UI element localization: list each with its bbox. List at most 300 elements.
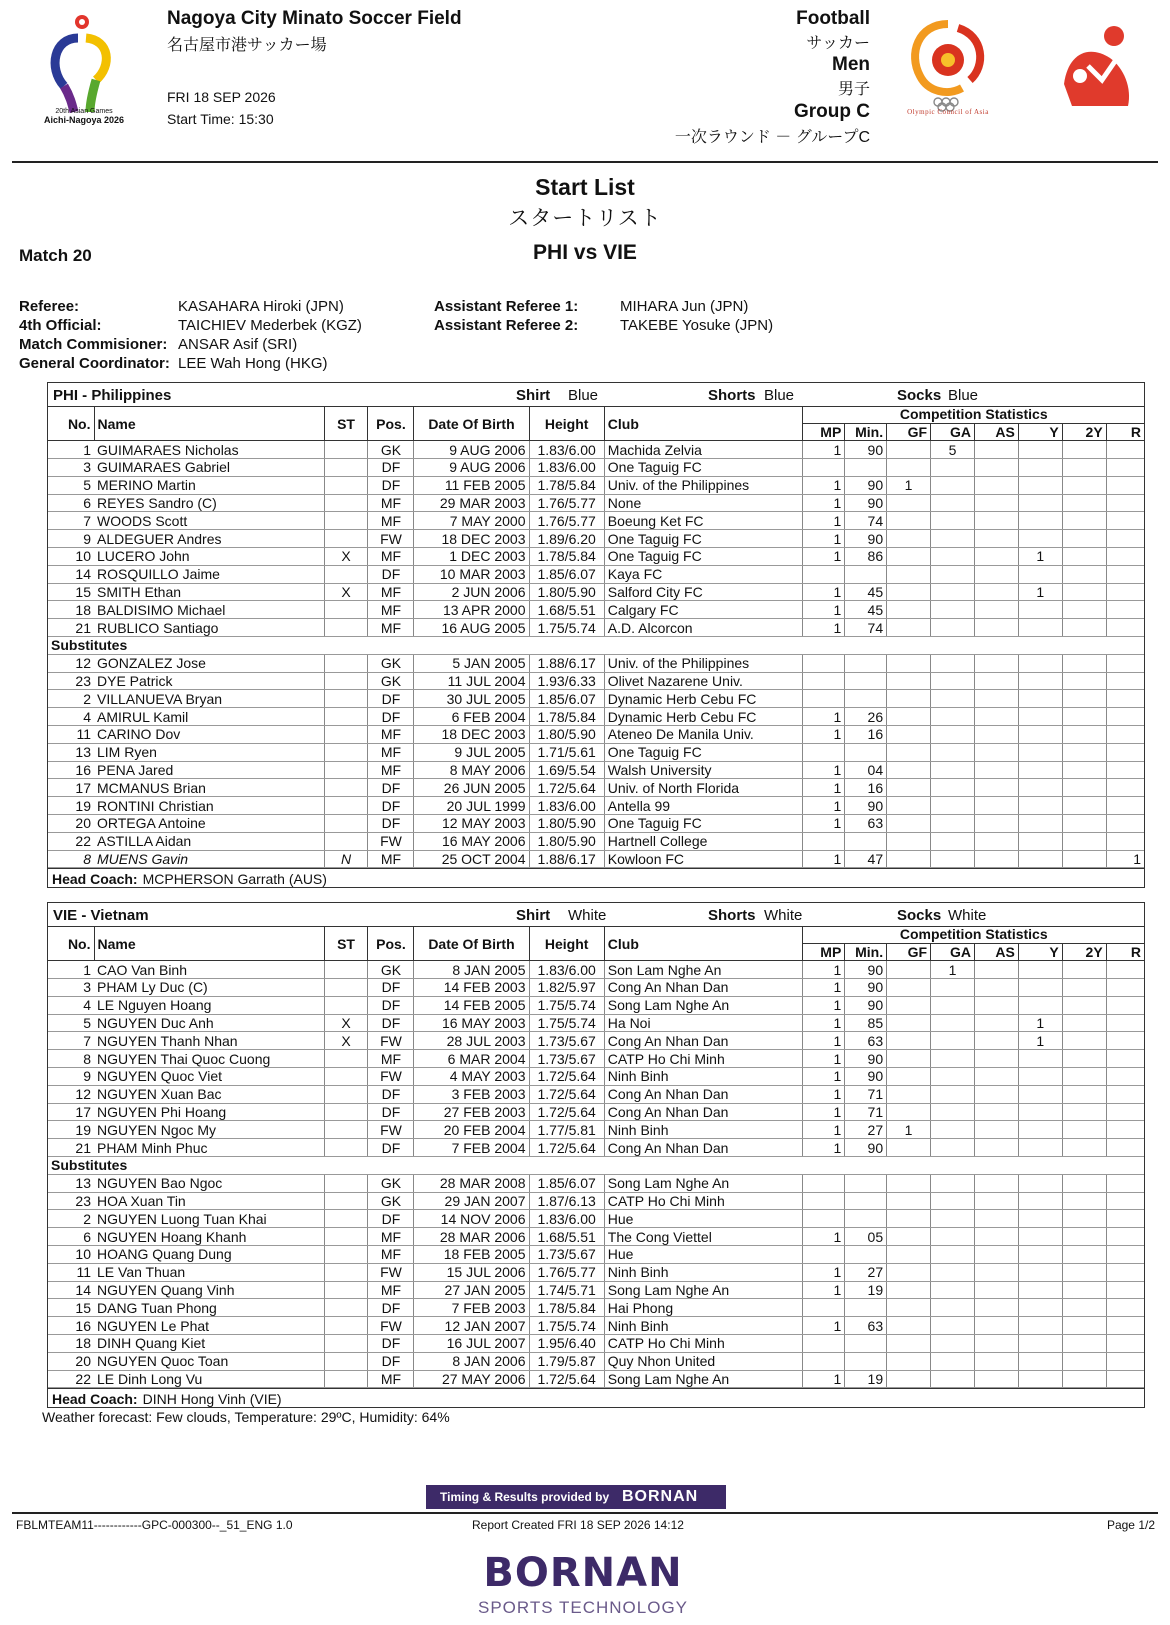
cell: MF (368, 1370, 414, 1388)
cell (931, 1032, 975, 1050)
cell: ROSQUILLO Jaime (94, 565, 324, 583)
cell: DYE Patrick (94, 672, 324, 690)
cell (1018, 850, 1062, 868)
cell: 1.76/5.77 (529, 494, 604, 512)
cell: 1.78/5.84 (529, 708, 604, 726)
cell: 6 FEB 2004 (414, 708, 529, 726)
cell (887, 1281, 931, 1299)
cell (324, 565, 368, 583)
cell: Song Lam Nghe An (604, 1281, 803, 1299)
cell: 1 (803, 1228, 845, 1246)
cell: 1 (1018, 1014, 1062, 1032)
player-row (48, 832, 1144, 850)
cell (931, 832, 975, 850)
cell: 1 (803, 779, 845, 797)
cell (1018, 619, 1062, 637)
cell (1018, 743, 1062, 761)
cell (324, 1192, 368, 1210)
cell (324, 619, 368, 637)
cell (1106, 708, 1144, 726)
cell (1106, 1352, 1144, 1370)
cell (974, 494, 1018, 512)
cell: 1 (803, 1068, 845, 1086)
cell: 1 (803, 619, 845, 637)
cell (887, 530, 931, 548)
cell (931, 565, 975, 583)
cell: 74 (845, 512, 887, 530)
cell (803, 672, 845, 690)
cell (1062, 601, 1106, 619)
cell: 4 (48, 996, 94, 1014)
cell (974, 1317, 1018, 1335)
cell (974, 850, 1018, 868)
group-label-jp: 一次ラウンド － グループC (674, 129, 870, 146)
cell (845, 1174, 887, 1192)
player-row (48, 672, 1144, 690)
player-row (48, 1103, 1144, 1121)
cell: 6 MAR 2004 (414, 1050, 529, 1068)
head-coach-name: DINH Hong Vinh (VIE) (142, 1391, 282, 1408)
cell: 1 (803, 494, 845, 512)
cell (1018, 1335, 1062, 1353)
player-row (48, 1281, 1144, 1299)
cell: 14 FEB 2003 (414, 979, 529, 997)
cell: 1.75/5.74 (529, 996, 604, 1014)
cell: 7 (48, 1032, 94, 1050)
cell: 90 (845, 1068, 887, 1086)
cell: 1 (803, 961, 845, 979)
cell: MF (368, 619, 414, 637)
cell (1106, 459, 1144, 477)
cell (974, 1228, 1018, 1246)
team-name: VIE - Vietnam (53, 907, 149, 924)
cell: GK (368, 961, 414, 979)
player-row (48, 1085, 1144, 1103)
group-label: Group C (794, 101, 870, 122)
cell (887, 1370, 931, 1388)
shorts-label: Shorts (708, 907, 756, 924)
cell: 74 (845, 619, 887, 637)
cell (324, 1299, 368, 1317)
cell (887, 1174, 931, 1192)
cell (931, 1210, 975, 1228)
cell: NGUYEN Thai Quoc Cuong (94, 1050, 324, 1068)
cell: 9 JUL 2005 (414, 743, 529, 761)
cell: 13 APR 2000 (414, 601, 529, 619)
cell (974, 1050, 1018, 1068)
cell: Cong An Nhan Dan (604, 1103, 803, 1121)
timing-banner (426, 1485, 726, 1509)
cell: 6 (48, 1228, 94, 1246)
cell: 1 (803, 583, 845, 601)
cell (1018, 726, 1062, 744)
cell (931, 476, 975, 494)
cell (1106, 1228, 1144, 1246)
cell: Ninh Binh (604, 1317, 803, 1335)
player-row (48, 583, 1144, 601)
col-mp: MP (803, 423, 845, 441)
start-time: Start Time: 15:30 (167, 111, 274, 127)
cell (974, 672, 1018, 690)
cell (1062, 548, 1106, 566)
cell (974, 761, 1018, 779)
cell (324, 1263, 368, 1281)
cell: 1 (803, 530, 845, 548)
cell (931, 743, 975, 761)
player-row (48, 761, 1144, 779)
cell (974, 601, 1018, 619)
cell (1106, 690, 1144, 708)
cell: 3 (48, 979, 94, 997)
cell: HOANG Quang Dung (94, 1246, 324, 1264)
cell: 1.74/5.71 (529, 1281, 604, 1299)
cell: 16 (845, 726, 887, 744)
cell: MF (368, 601, 414, 619)
cell (887, 1246, 931, 1264)
football-pictogram-icon (1058, 14, 1142, 114)
cell (1062, 1352, 1106, 1370)
cell: 16 (48, 1317, 94, 1335)
cell: Univ. of the Philippines (604, 476, 803, 494)
cell: 1 (803, 601, 845, 619)
cell (324, 1370, 368, 1388)
cell (1106, 1263, 1144, 1281)
cell: 15 (48, 583, 94, 601)
cell: 1 (803, 815, 845, 833)
header-rule (12, 161, 1158, 163)
cell: 17 (48, 1103, 94, 1121)
cell (1106, 494, 1144, 512)
cell (1106, 565, 1144, 583)
cell: GONZALEZ Jose (94, 654, 324, 672)
cell (1018, 1352, 1062, 1370)
cell: AMIRUL Kamil (94, 708, 324, 726)
cell: Kaya FC (604, 565, 803, 583)
sport-name-jp: サッカー (806, 35, 870, 52)
cell: 12 JAN 2007 (414, 1317, 529, 1335)
cell (845, 565, 887, 583)
cell: 12 (48, 654, 94, 672)
cell (931, 459, 975, 477)
cell (931, 1174, 975, 1192)
cell (1106, 548, 1144, 566)
cell: 1.75/5.74 (529, 1014, 604, 1032)
cell (1106, 1085, 1144, 1103)
cell: NGUYEN Thanh Nhan (94, 1032, 324, 1050)
competition-stats-header: Competition Statistics (803, 407, 1144, 423)
cell: 23 (48, 672, 94, 690)
cell (887, 1085, 931, 1103)
cell (887, 743, 931, 761)
cell: 1 (803, 1139, 845, 1157)
cell (1106, 654, 1144, 672)
cell: One Taguig FC (604, 743, 803, 761)
cell: MF (368, 1281, 414, 1299)
cell (931, 1085, 975, 1103)
cell: 1.87/6.13 (529, 1192, 604, 1210)
player-row (48, 1263, 1144, 1281)
cell: 14 (48, 565, 94, 583)
cell: MF (368, 583, 414, 601)
cell (803, 1299, 845, 1317)
col-y2: 2Y (1062, 943, 1106, 961)
cell (845, 1210, 887, 1228)
cell (931, 1352, 975, 1370)
cell (1106, 979, 1144, 997)
cell: 1 (803, 1050, 845, 1068)
cell: NGUYEN Quoc Toan (94, 1352, 324, 1370)
cell: ORTEGA Antoine (94, 815, 324, 833)
cell (1106, 1192, 1144, 1210)
cell (1018, 494, 1062, 512)
cell: 7 FEB 2004 (414, 1139, 529, 1157)
cell: 1.72/5.64 (529, 779, 604, 797)
cell: DF (368, 1335, 414, 1353)
player-row (48, 1352, 1144, 1370)
competition-stats-header: Competition Statistics (803, 927, 1144, 943)
cell: 2 (48, 1210, 94, 1228)
cell (1062, 1370, 1106, 1388)
cell: GK (368, 1174, 414, 1192)
cell (974, 530, 1018, 548)
cell (803, 459, 845, 477)
cell (887, 1299, 931, 1317)
cell: BALDISIMO Michael (94, 601, 324, 619)
cell (887, 815, 931, 833)
cell: 27 MAY 2006 (414, 1370, 529, 1388)
cell (1106, 1139, 1144, 1157)
cell (1062, 815, 1106, 833)
cell (1062, 583, 1106, 601)
cell (931, 1068, 975, 1086)
oca-caption: Olympic Council of Asia (907, 108, 989, 116)
cell (1018, 832, 1062, 850)
cell: 90 (845, 961, 887, 979)
cell (1062, 565, 1106, 583)
cell (887, 961, 931, 979)
cell (974, 1139, 1018, 1157)
cell (1062, 459, 1106, 477)
cell (931, 761, 975, 779)
cell: PENA Jared (94, 761, 324, 779)
shirt-label: Shirt (516, 387, 551, 404)
cell (1106, 1014, 1144, 1032)
cell: 1 (803, 476, 845, 494)
cell (1018, 672, 1062, 690)
cell: 10 MAR 2003 (414, 565, 529, 583)
cell: 90 (845, 797, 887, 815)
cell: 18 DEC 2003 (414, 530, 529, 548)
timing-banner-brand: BORNAN (622, 1488, 699, 1505)
cell: 1.72/5.64 (529, 1139, 604, 1157)
cell (324, 441, 368, 459)
cell: 05 (845, 1228, 887, 1246)
cell: 14 NOV 2006 (414, 1210, 529, 1228)
cell (1018, 690, 1062, 708)
shorts-label: Shorts (708, 387, 756, 404)
cell (1062, 761, 1106, 779)
cell (803, 1352, 845, 1370)
cell (1106, 530, 1144, 548)
cell (1062, 1103, 1106, 1121)
venue-name-jp: 名古屋市港サッカー場 (167, 37, 327, 54)
cell: 8 JAN 2006 (414, 1352, 529, 1370)
cell (324, 1103, 368, 1121)
cell (931, 1050, 975, 1068)
cell: CATP Ho Chi Minh (604, 1050, 803, 1068)
cell: Cong An Nhan Dan (604, 1139, 803, 1157)
cell: 1.76/5.77 (529, 1263, 604, 1281)
col-dob: Date Of Birth (414, 927, 529, 961)
cell (887, 654, 931, 672)
cell (887, 1317, 931, 1335)
cell (974, 797, 1018, 815)
cell: X (324, 1014, 368, 1032)
cell: 9 AUG 2006 (414, 459, 529, 477)
cell (931, 1103, 975, 1121)
col-mp: MP (803, 943, 845, 961)
cell: 1.72/5.64 (529, 1103, 604, 1121)
cell (1062, 979, 1106, 997)
match-date: FRI 18 SEP 2026 (167, 89, 276, 105)
player-row (48, 459, 1144, 477)
substitutes-label: Substitutes (48, 637, 1144, 655)
cell (1062, 494, 1106, 512)
cell (324, 961, 368, 979)
cell (974, 743, 1018, 761)
cell (803, 565, 845, 583)
cell: DF (368, 1299, 414, 1317)
cell (1062, 1228, 1106, 1246)
cell: 13 (48, 1174, 94, 1192)
cell: CARINO Dov (94, 726, 324, 744)
cell (1106, 832, 1144, 850)
cell: 1 (803, 1281, 845, 1299)
cell (803, 1335, 845, 1353)
cell: 7 MAY 2000 (414, 512, 529, 530)
cell: DF (368, 565, 414, 583)
cell (931, 726, 975, 744)
report-created: Report Created FRI 18 SEP 2026 14:12 (472, 1518, 684, 1532)
cell (887, 1103, 931, 1121)
venue-name: Nagoya City Minato Soccer Field (167, 8, 462, 29)
cell: 30 JUL 2005 (414, 690, 529, 708)
cell: 5 JAN 2005 (414, 654, 529, 672)
cell (1018, 512, 1062, 530)
team-table-phi (47, 382, 1145, 888)
cell: 63 (845, 1032, 887, 1050)
cell: PHAM Ly Duc (C) (94, 979, 324, 997)
cell: FW (368, 1317, 414, 1335)
cell: Walsh University (604, 761, 803, 779)
cell (931, 850, 975, 868)
cell (1018, 1281, 1062, 1299)
cell: Hue (604, 1246, 803, 1264)
cell: 90 (845, 996, 887, 1014)
cell (974, 815, 1018, 833)
cell (1106, 1281, 1144, 1299)
cell: GUIMARAES Gabriel (94, 459, 324, 477)
cell: 28 MAR 2006 (414, 1228, 529, 1246)
cell: One Taguig FC (604, 548, 803, 566)
cell: LE Dinh Long Vu (94, 1370, 324, 1388)
cell (1062, 1139, 1106, 1157)
cell: 1 (803, 1103, 845, 1121)
cell: LE Nguyen Hoang (94, 996, 324, 1014)
cell (974, 996, 1018, 1014)
cell (803, 832, 845, 850)
col-gf: GF (887, 943, 931, 961)
cell (803, 1210, 845, 1228)
match-number: Match 20 (19, 246, 92, 265)
cell (324, 494, 368, 512)
cell: 3 FEB 2003 (414, 1085, 529, 1103)
cell: 1 (1106, 850, 1144, 868)
cell: 16 (48, 761, 94, 779)
cell: 1.82/5.97 (529, 979, 604, 997)
cell: 5 (931, 441, 975, 459)
cell: NGUYEN Quoc Viet (94, 1068, 324, 1086)
roster-table (48, 927, 1144, 1388)
cell: 63 (845, 815, 887, 833)
cell: Ateneo De Manila Univ. (604, 726, 803, 744)
cell (1018, 1174, 1062, 1192)
cell: 1 (803, 726, 845, 744)
cell (324, 761, 368, 779)
cell: 1 (803, 708, 845, 726)
column-header-row (48, 407, 1144, 423)
substitutes-header (48, 637, 1144, 655)
cell (1062, 1335, 1106, 1353)
gender-label-jp: 男子 (837, 81, 870, 98)
cell: 1.75/5.74 (529, 619, 604, 637)
cell (887, 1068, 931, 1086)
col-dob: Date Of Birth (414, 407, 529, 441)
team-name: PHI - Philippines (53, 387, 172, 404)
player-row (48, 565, 1144, 583)
cell (324, 1335, 368, 1353)
cell (1062, 743, 1106, 761)
cell: 1 (803, 979, 845, 997)
cell: 1.88/6.17 (529, 850, 604, 868)
cell (974, 441, 1018, 459)
cell: 25 OCT 2004 (414, 850, 529, 868)
cell (931, 512, 975, 530)
cell: PHAM Minh Phuc (94, 1139, 324, 1157)
cell: 19 (48, 1121, 94, 1139)
player-row (48, 1317, 1144, 1335)
cell (887, 1014, 931, 1032)
cell: 90 (845, 1139, 887, 1157)
cell: 1 (803, 1085, 845, 1103)
cell: X (324, 548, 368, 566)
cell (931, 1192, 975, 1210)
cell (845, 672, 887, 690)
shirt-label: Shirt (516, 907, 551, 924)
cell: 26 JUN 2005 (414, 779, 529, 797)
cell (324, 779, 368, 797)
cell: 17 (48, 779, 94, 797)
cell (931, 797, 975, 815)
cell (1018, 1139, 1062, 1157)
cell: 1.78/5.84 (529, 548, 604, 566)
cell: Ha Noi (604, 1014, 803, 1032)
col-no: No. (48, 407, 94, 441)
cell (931, 1121, 975, 1139)
player-row (48, 743, 1144, 761)
cell (845, 1335, 887, 1353)
cell (324, 726, 368, 744)
